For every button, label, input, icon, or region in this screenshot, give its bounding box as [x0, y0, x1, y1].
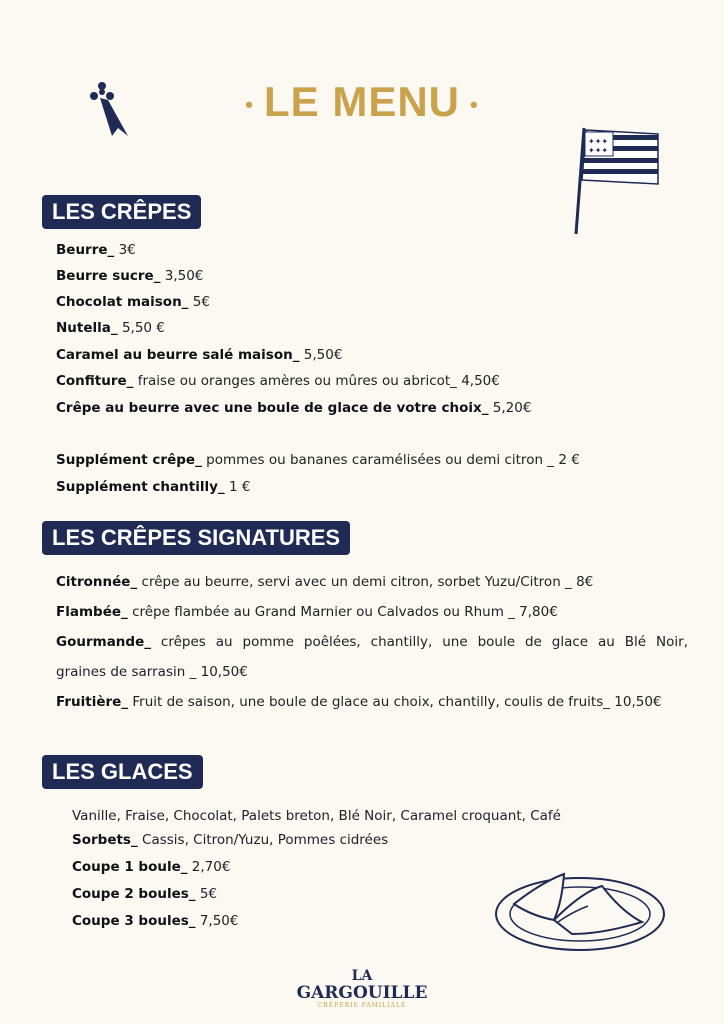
- restaurant-logo: [0, 968, 724, 1009]
- supplement-item: Supplément crêpe_ pommes ou bananes caramélisées ou demi citron _ 2 €: [56, 452, 580, 468]
- crepe-plate-icon: [492, 862, 668, 954]
- menu-item: Beurre_ 3€: [56, 242, 136, 258]
- menu-item: Confiture_ fraise ou oranges amères ou mûres ou abricot_ 4,50€: [56, 373, 500, 389]
- logo-line1: LA: [351, 968, 373, 984]
- svg-text:✦✦✦: ✦✦✦: [588, 146, 609, 155]
- svg-text:✦✦✦: ✦✦✦: [588, 137, 609, 146]
- ermine-icon: [88, 78, 132, 140]
- title-dot-right: •: [470, 91, 479, 117]
- menu-item: Flambée_ crêpe flambée au Grand Marnier ou Calvados ou Rhum _ 7,80€: [56, 604, 558, 620]
- title-dot-left: •: [245, 91, 254, 117]
- menu-item: Sorbets_ Cassis, Citron/Yuzu, Pommes cidrées: [72, 832, 389, 848]
- logo-line2: GARGOUILLE: [296, 983, 428, 1003]
- menu-item: Nutella_ 5,50 €: [56, 320, 165, 336]
- menu-item-continued: graines de sarrasin _ 10,50€: [56, 664, 248, 680]
- menu-item: Fruitière_ Fruit de saison, une boule de glace au choix, chantilly, coulis de fruits_ 10,50€: [56, 694, 662, 710]
- menu-item: Chocolat maison_ 5€: [56, 294, 210, 310]
- menu-item: Beurre sucre_ 3,50€: [56, 268, 204, 284]
- section-heading-crepes: LES CRÊPES: [42, 195, 201, 229]
- page-title: • LE MENU •: [245, 78, 479, 125]
- menu-item: Gourmande_ crêpes au pomme poêlées, chantilly, une boule de glace au Blé Noir,: [56, 634, 688, 650]
- menu-item: Coupe 3 boules_ 7,50€: [72, 913, 239, 929]
- menu-item: Caramel au beurre salé maison_ 5,50€: [56, 347, 343, 363]
- logo-tagline: CRÊPERIE FAMILIALE: [317, 1002, 407, 1009]
- menu-item: Coupe 1 boule_ 2,70€: [72, 859, 231, 875]
- section-heading-glaces: LES GLACES: [42, 755, 203, 789]
- supplement-item: Supplément chantilly_ 1 €: [56, 479, 251, 495]
- menu-item: Coupe 2 boules_ 5€: [72, 886, 218, 902]
- breton-flag-icon: [570, 122, 662, 237]
- flavours-list: Vanille, Fraise, Chocolat, Palets breton, Blé Noir, Caramel croquant, Café: [72, 808, 561, 824]
- section-heading-signatures: LES CRÊPES SIGNATURES: [42, 521, 350, 555]
- menu-item: Crêpe au beurre avec une boule de glace de votre choix_ 5,20€: [56, 400, 532, 416]
- menu-item: Citronnée_ crêpe au beurre, servi avec un demi citron, sorbet Yuzu/Citron _ 8€: [56, 574, 594, 590]
